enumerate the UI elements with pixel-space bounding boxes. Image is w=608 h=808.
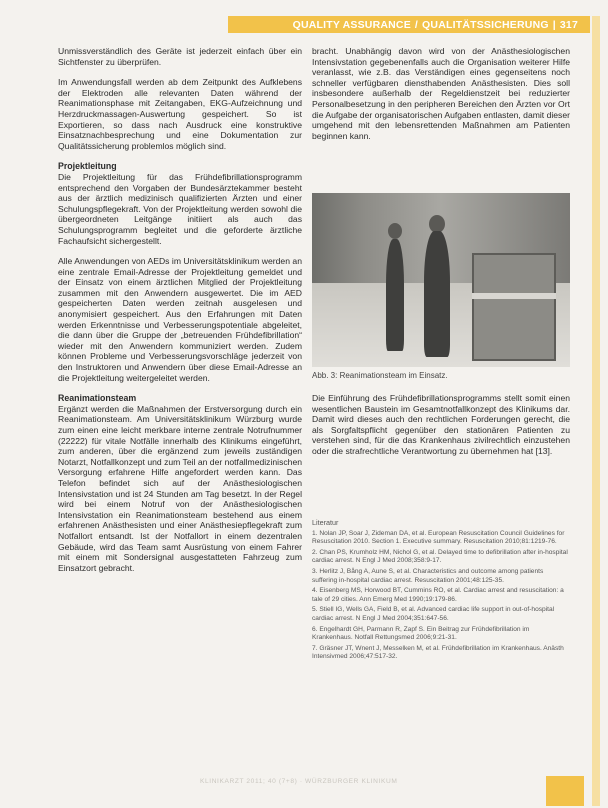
photo-person-head-1 (388, 223, 402, 239)
left-paragraph-3: Die Projektleitung für das Frühdefibrillationsprogramm entsprechend den Vorgaben der Bundesärztekammer besteht aus der ärztlich medizinisch qualifizierten Ärzten und einer Schulungspflegekraft. Von der Projektleitung werden sowohl die übergeordneten Leitgänge initiiert als auch das Schulungsprogramm begleitet und die geforderte ärztliche Fachaufsicht sichergestellt. (58, 171, 302, 246)
references-title: Literatur (312, 518, 339, 527)
references-section (312, 519, 570, 664)
photo-person-2 (424, 231, 450, 357)
photo-person-1 (386, 239, 404, 351)
header-section-de: QUALITÄTSSICHERUNG (422, 18, 549, 31)
heading-reanimationsteam: Reanimationsteam (58, 393, 137, 404)
left-paragraph-1: Unmissverständlich des Geräte ist jederzeit einfach über ein Sichtfenster zu überprüfen. (58, 46, 302, 67)
header-section-en: QUALITY ASSURANCE (292, 18, 411, 31)
side-color-stripe (592, 16, 600, 806)
header-separator-2: | (552, 18, 556, 31)
reference-item: 6. Engelhardt GH, Parmann R, Zapf S. Ein Beitrag zur Frühdefibrillation im Krankenhaus. Notfall Rettungsmed 2006;9:21-31. (312, 625, 530, 642)
heading-projektleitung: Projektleitung (58, 161, 117, 172)
page-number: 317 (559, 18, 578, 31)
reference-item: 7. Gräsner JT, Wnent J, Messelken M, et al. Frühdefibrillation im Krankenhaus. Anästh Intensivmed 2006;47:517-32. (312, 644, 564, 661)
left-column (58, 46, 302, 583)
left-paragraph-5: Ergänzt werden die Maßnahmen der Erstversorgung durch ein Reanimationsteam. Am Universitätsklinikum Würzburg wurde zum einen eine leicht merkbare interne zentrale Notrufnummer (22222) für vitale Notfälle innerhalb des Klinikums eingeführt, zum anderen, über die ergänzend zum jeweils zuständigen Notarzt, Notfallkonzept und zum Teil an der notfallmedizinischen Versorgung erfahrene Hilfe angefordert werden kann. Das Telefon befindet sich auf der Anästhesiologischen Intensivstation und ist 24 Stunden am Tag besetzt. In der Regel wird bei einem Notruf von der Anästhesiologischen Intensivstation ein Reanimationsteam bestehend aus einem erfahrenen Anästhesisten und einer Anästhesiepflegekraft zum Notfallort entsandt. Ist der Notfallort in einem dezentralen Gebäude, wird das Team samt Ausrüstung von einem Fahrer mit einem mit Sondersignal ausgestatteten Fahrzeug zum Einsatzort gebracht. (58, 403, 302, 573)
photo-cart-shelf (472, 293, 556, 299)
reference-item: 1. Nolan JP, Soar J, Zideman DA, et al. European Resuscitation Council Guidelines for Resuscitation 2010. Section 1. Executive summary. Resuscitation 2010;81:1219-76. (312, 529, 565, 546)
photo-equipment-cart (472, 253, 556, 361)
reference-item: 2. Chan PS, Krumholz HM, Nichol G, et al. Delayed time to defibrillation after in-hospital cardiac arrest. N Engl J Med 2008;358:9-17. (312, 548, 568, 565)
reference-item: 5. Stiell IG, Wells GA, Field B, et al. Advanced cardiac life support in out-of-hospital cardiac arrest. N Engl J Med 2004;351:647-56. (312, 606, 555, 622)
reference-item: 4. Eisenberg MS, Horwood BT, Cummins RO, et al. Cardiac arrest and resuscitation: a tale of 29 cities. Ann Emerg Med 1990;19:179-86. (312, 587, 564, 603)
footer-color-block (546, 776, 584, 806)
running-header (228, 16, 590, 33)
reference-item: 3. Herlitz J, Bång A, Aune S, et al. Characteristics and outcome among patients suffering in-hospital cardiac arrest. Resuscitation 2001;48:125-35. (312, 567, 544, 584)
right-paragraph-2: Die Einführung des Frühdefibrillationsprogramms stellt somit einen wesentlichen Baustein im Gesamtnotfallkonzept des Klinikums dar. Damit wird dieses auch den rechtlichen Forderungen gerecht, die als Sorgfaltspflicht gegenüber den stationären Patienten zu verstehen sind, für die das Krankenhaus zivilrechtlich einzustehen oder die strafrechtliche Verantwortung zu übernehmen hat [13]. (312, 393, 570, 456)
header-separator: / (414, 18, 419, 31)
right-column-middle (312, 393, 570, 467)
figure-photo-resuscitation-team (312, 193, 570, 367)
left-paragraph-4: Alle Anwendungen von AEDs im Universitätsklinikum werden an eine zentrale Email-Adresse der Projektleitung gemeldet und der Einsatz von einem ärztlichen Mitglied der Projektleitung zusammen mit den Anwendern ausgewertet. Die im AED gespeicherten Daten werden zeitnah ausgelesen und anonymisiert gespeichert. Aus den Erfahrungen mit Daten werden Erkenntnisse und Verbesserungspotentiale abgeleitet, die dann über die Gruppe der „betreuenden Frühdefibrillation“ wieder mit den Anwendern kommuniziert werden. Zudem können Probleme und Verbesserungsvorschläge jederzeit von den Instruktoren und Anwendern über diese Email-Adresse an die Projektleitung weitergeleitet werden. (58, 256, 302, 383)
right-column-top (312, 46, 570, 151)
right-paragraph-1: bracht. Unabhängig davon wird von der Anästhesiologischen Intensivstation gegebenenfalls auch die Organisation weiterer Hilfe veranlasst, wie z.B. das Verständigen eines gegenseitens noch schneller verfügbaren diensthabenden Anästhesisten. Dies soll insbesondere außerhalb der Regeldienstzeit bei reduzierter Personalbesetzung in den peripheren Bereichen den Ärzten vor Ort die Aufgabe der organisatorischen Aufgaben entlasten, damit dieser umgehend mit den lebensrettenden Maßnahmen am Patienten beginnen kann. (312, 46, 570, 141)
left-paragraph-2: Im Anwendungsfall werden ab dem Zeitpunkt des Aufklebens der Elektroden alle relevanten Daten während der Reanimationsphase mit Zeitangaben, EKG-Aufzeichnung und Herzdruckmassagen-Auswertung gespeichert. So ist Exportieren, so dass nach Ausdruck eine konstruktive Einsatznachbesprechung und eine Dokumentation zur Qualitätssicherung problemlos möglich sind. (58, 77, 302, 151)
figure-caption: Abb. 3: Reanimationsteam im Einsatz. (312, 371, 448, 380)
page-footer: KLINIKARZT 2011; 40 (7+8) · WÜRZBURGER KLINIKUM (200, 778, 398, 785)
